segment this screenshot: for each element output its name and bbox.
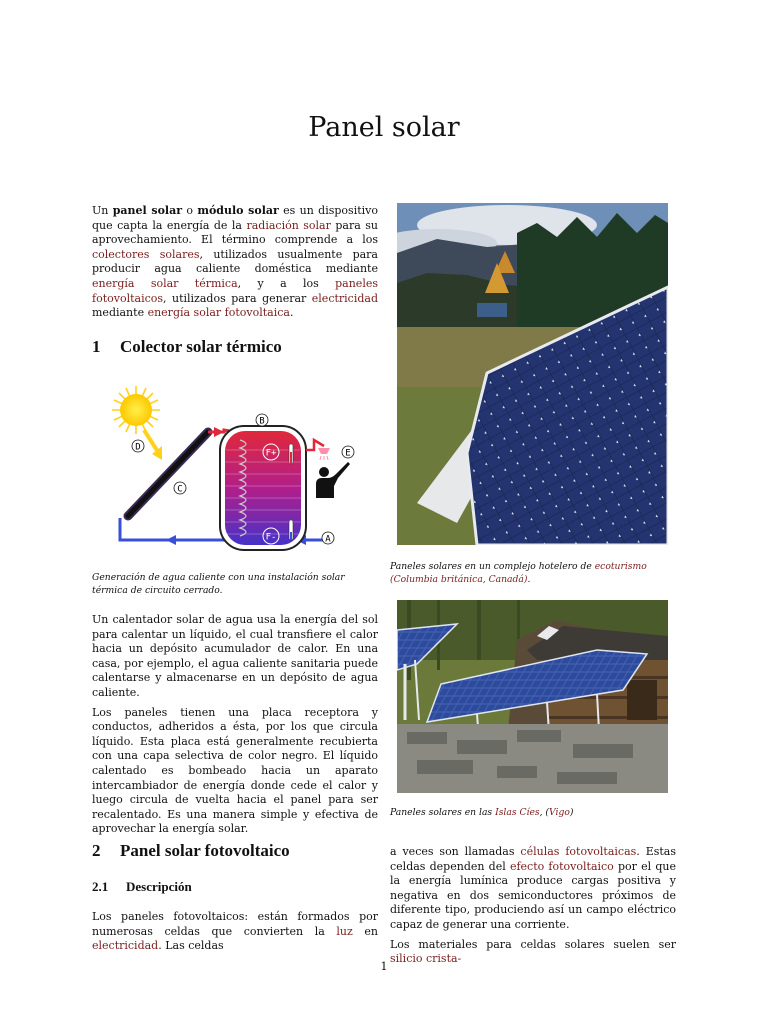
term-panel-solar: panel solar xyxy=(112,204,183,217)
term-modulo-solar: módulo solar xyxy=(197,204,279,217)
text: en xyxy=(352,924,378,938)
text: , utilizados para generar xyxy=(163,291,312,305)
text: mediante xyxy=(92,306,148,320)
link-paneles-fotovoltaicos[interactable]: paneles fotovoltaicos xyxy=(92,276,378,305)
person-icon xyxy=(316,462,350,498)
label-b: B xyxy=(259,416,265,427)
text: por el que la energía lumínica produce cargas positiva y negativa en dos semiconductores próximos de diferente tipo, produciendo así un campo eléctrico capaz de generar una corriente. xyxy=(390,859,676,931)
text: Paneles solares en un complejo hotelero de xyxy=(390,561,595,572)
link-efecto-fotovoltaico[interactable]: efecto fotovoltaico xyxy=(509,859,614,873)
paragraph xyxy=(390,845,676,933)
text: . Las celdas xyxy=(158,939,224,953)
photo-solar-panels-field xyxy=(397,203,668,545)
section-2-heading xyxy=(92,841,290,861)
text: , utilizados usualmente para producir agua caliente doméstica mediante xyxy=(92,247,378,276)
text: ) xyxy=(569,807,574,818)
text: Los paneles fotovoltaicos: están formados por numerosas celdas que convierten la xyxy=(92,910,378,938)
column-1-body xyxy=(92,613,378,837)
label-a: A xyxy=(325,534,331,545)
link-luz[interactable]: luz xyxy=(336,924,353,938)
paragraph xyxy=(92,910,378,954)
section-title: Colector solar térmico xyxy=(120,337,282,356)
text: , y a los xyxy=(237,276,336,290)
photo-solar-panels-islas-cies xyxy=(397,600,668,793)
shower-icon xyxy=(318,448,330,460)
label-f-plus: F+ xyxy=(265,448,277,459)
subsection-title: Descripción xyxy=(126,879,192,894)
paragraph: Un calentador solar de agua usa la energía del sol para calentar un líquido, el cual transfiere el calor hacia un depósito acumulador de calor. En una casa, por ejemplo, el agua caliente sanitaria puede calentarse y almacenarse en un depósito de agua caliente. xyxy=(92,613,378,699)
diagram-caption: Generación de agua caliente con una instalación solar térmica de circuito cerrado. xyxy=(92,572,345,596)
link-radiacion-solar[interactable]: radiación solar xyxy=(246,218,331,232)
link-silicio-cristalino[interactable]: silicio crista- xyxy=(390,952,462,966)
text: Paneles solares en las xyxy=(390,807,496,818)
column-2-body xyxy=(390,845,676,967)
section-number: 2 xyxy=(92,841,101,860)
text: Un xyxy=(92,204,113,217)
link-vigo[interactable]: Vigo xyxy=(549,807,570,818)
text: o xyxy=(182,204,198,217)
label-e: E xyxy=(345,448,351,459)
text: , ( xyxy=(539,807,550,818)
solar-thermal-diagram xyxy=(100,380,370,560)
photo-2-caption xyxy=(390,806,680,819)
link-energia-solar-termica[interactable]: energía solar térmica xyxy=(92,276,238,290)
text: es un dispositivo que capta la energía de la xyxy=(92,204,378,232)
text: a veces son llamadas xyxy=(390,845,521,858)
link-colectores-solares[interactable]: colectores solares xyxy=(92,247,200,261)
link-ecoturismo[interactable]: ecoturismo (Columbia británica, Canadá) xyxy=(390,561,647,585)
text: para su aprovechamiento. El término comprende a los xyxy=(92,218,379,247)
link-electricidad[interactable]: electricidad xyxy=(92,939,159,953)
page-number: 1 xyxy=(380,960,388,973)
label-c: C xyxy=(177,484,183,495)
section-number: 1 xyxy=(92,337,101,356)
subsection-number: 2.1 xyxy=(92,879,109,894)
link-electricidad[interactable]: electricidad xyxy=(311,291,378,305)
text: . Estas celdas dependen del xyxy=(390,845,676,873)
link-islas-cies[interactable]: Islas Cíes xyxy=(495,807,540,818)
subsection-2-1-heading xyxy=(92,879,192,895)
label-d: D xyxy=(135,442,141,453)
text: . xyxy=(289,306,294,320)
section-1-heading xyxy=(92,337,282,357)
paragraph: Los paneles tienen una placa receptora y conductos, adheridos a ésta, por los que circula líquido. Esta placa está generalmente recubierta con una capa selectiva de color negro. El líquido calentado es bombeado hacia un aparato intercambiador de energía donde cede el calor y luego circula de vuelta hacia el panel para ser recalentado. Es una manera simple y efectiva de aprovechar la energía solar. xyxy=(92,705,378,836)
page-title: Panel solar xyxy=(308,112,460,143)
text: . xyxy=(527,574,531,585)
label-f-minus: F- xyxy=(265,532,277,543)
link-energia-solar-fotovoltaica[interactable]: energía solar fotovoltaica xyxy=(147,306,290,320)
text: Los materiales para celdas solares suelen ser xyxy=(390,937,676,951)
intro-paragraph xyxy=(92,204,378,321)
sun-icon xyxy=(112,386,160,434)
section-title: Panel solar fotovoltaico xyxy=(120,841,290,860)
radiation-arrow xyxy=(144,430,158,452)
photo-1-caption xyxy=(390,560,680,586)
link-celulas-fotovoltaicas[interactable]: células fotovoltaicas xyxy=(520,845,637,858)
